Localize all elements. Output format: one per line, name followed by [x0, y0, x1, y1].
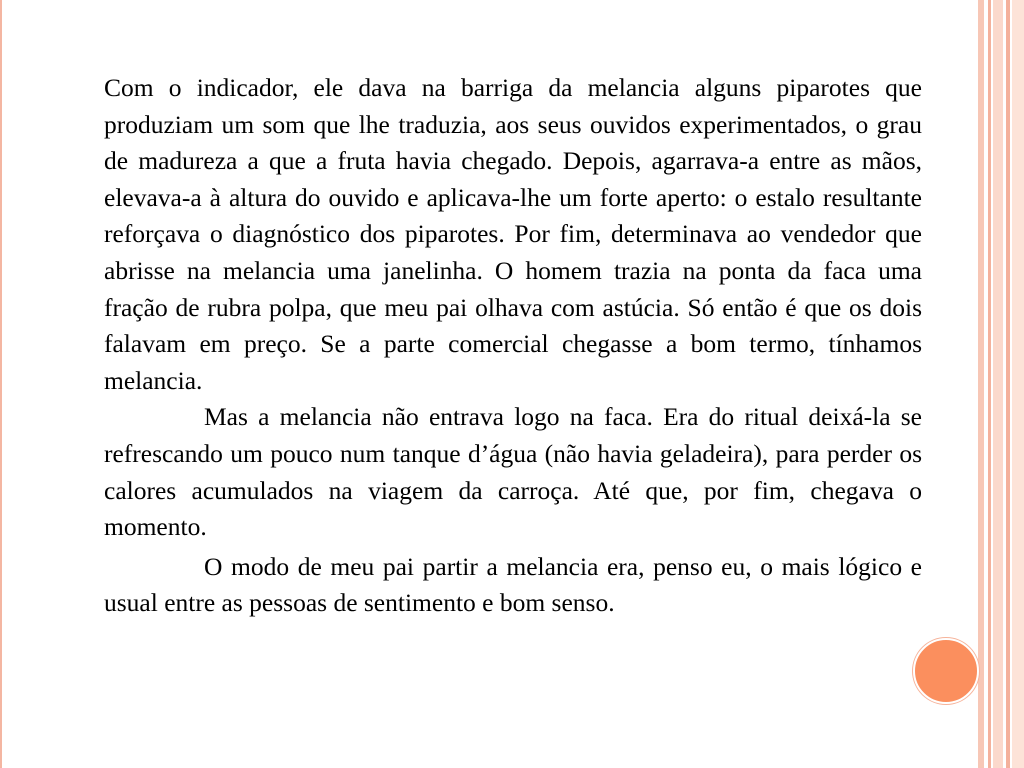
decorative-stripe: [988, 0, 991, 768]
paragraph-1: Com o indicador, ele dava na barriga da melancia alguns piparotes que produziam um som que lhe traduzia, aos seus ouvidos experimentados, o grau de madureza a que a fruta havia chegado. Depois, agarrava-a entre as mãos, elevava-a à altura do ouvido e aplicava-lhe um forte aperto: o estalo resultante reforçava o diagnóstico dos piparotes. Por fim, determinava ao vendedor que abrisse na melancia uma janelinha. O homem trazia na ponta da faca uma fração de rubra polpa, que meu pai olhava com astúcia. Só então é que os dois falavam em preço. Se a parte comercial chegasse a bom termo, tínhamos melancia.: [104, 73, 922, 395]
decorative-stripe: [1012, 0, 1024, 768]
body-text: [104, 70, 922, 622]
orange-circle-decoration: [913, 638, 979, 704]
left-border-rule: [0, 0, 2, 768]
decorative-stripe: [1006, 0, 1010, 768]
paragraph-2: Mas a melancia não entrava logo na faca. Era do ritual deixá-la se refrescando um pouco num tanque d’água (não havia geladeira), para perder os calores acumulados na viagem da carroça. Até que, por fim, chegava o momento.: [104, 402, 922, 542]
decorative-stripe: [993, 0, 1003, 768]
paragraph-3: O modo de meu pai partir a melancia era, penso eu, o mais lógico e usual entre as pessoas de sentimento e bom senso.: [104, 551, 922, 618]
decorative-stripe: [978, 0, 984, 768]
